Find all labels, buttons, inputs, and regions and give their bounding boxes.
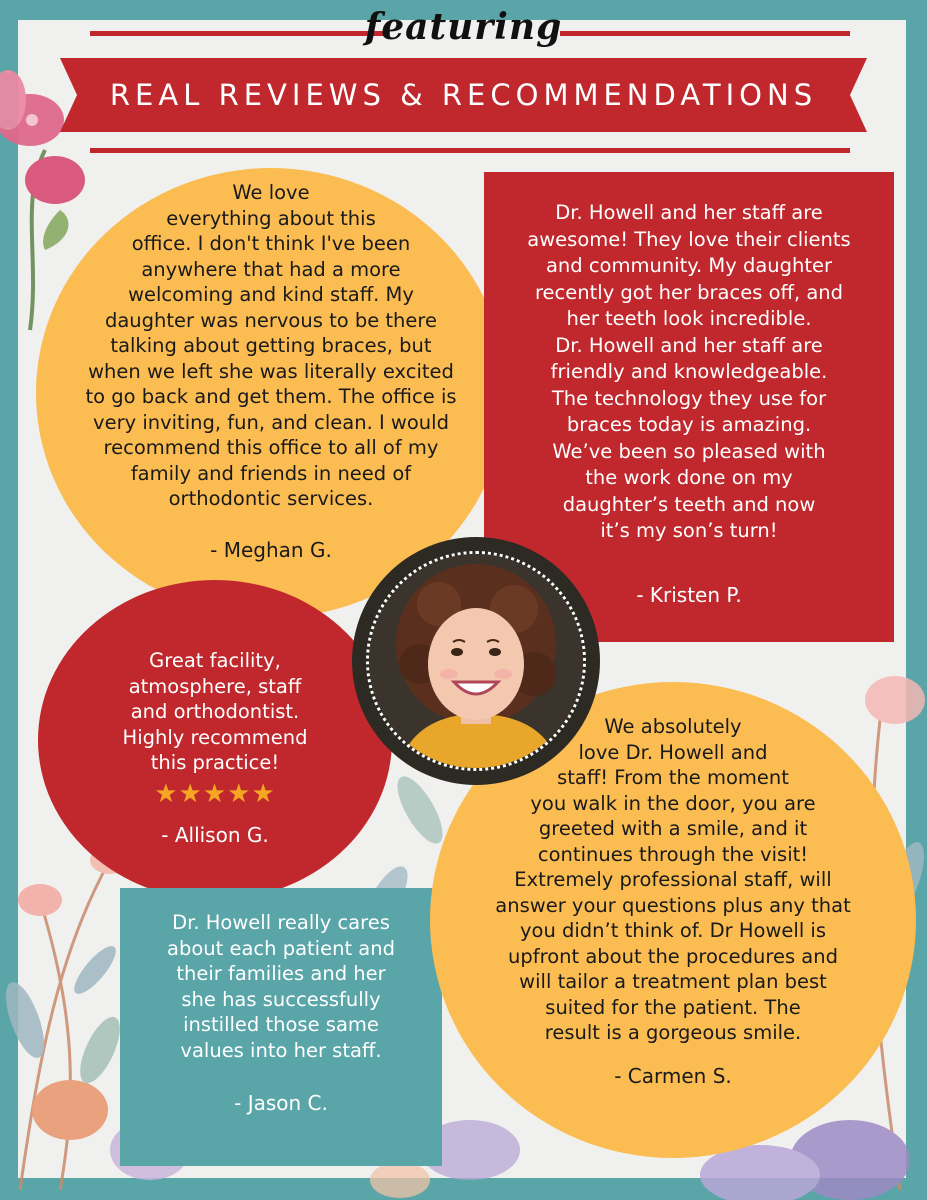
- review-line: love Dr. Howell and: [578, 740, 768, 764]
- review-card-allison: [38, 580, 392, 900]
- review-line: family and friends in need of: [130, 461, 412, 485]
- review-line: you walk in the door, you are: [530, 791, 816, 815]
- review-author: - Allison G.: [161, 822, 269, 847]
- review-line: orthodontic services.: [168, 487, 374, 510]
- review-line: recently got her braces off, and: [534, 280, 844, 304]
- review-line: atmosphere, staff: [128, 674, 302, 698]
- portrait-illustration: [369, 554, 583, 768]
- review-line: the work done on my: [585, 466, 793, 489]
- review-line: will tailor a treatment plan best: [519, 970, 827, 993]
- review-line: daughter’s teeth and now: [562, 492, 816, 516]
- review-author: - Kristen P.: [636, 582, 742, 607]
- review-line: answer your questions plus any that: [495, 893, 851, 917]
- review-line: Dr. Howell really cares: [172, 911, 390, 934]
- review-line: The technology they use for: [551, 386, 827, 410]
- review-line: their families and her: [176, 962, 386, 985]
- review-line: braces today is amazing.: [566, 413, 812, 436]
- review-line: she has successfully: [181, 987, 381, 1011]
- review-line: her teeth look incredible.: [566, 307, 812, 330]
- review-text: [36, 180, 506, 512]
- review-line: when we left she was literally excited: [88, 359, 454, 383]
- review-line: daughter was nervous to be there: [104, 308, 438, 332]
- review-line: about each patient and: [167, 936, 395, 960]
- review-line: result is a gorgeous smile.: [544, 1021, 802, 1044]
- review-line: office. I don't think I've been: [131, 232, 411, 255]
- review-line: greeted with a smile, and it: [538, 817, 808, 840]
- review-line: staff! From the moment: [557, 766, 789, 789]
- doctor-portrait-photo: [352, 537, 600, 785]
- review-line: Dr. Howell and her staff are: [555, 333, 823, 357]
- review-line: Dr. Howell and her staff are: [555, 201, 823, 224]
- review-line: recommend this office to all of my: [103, 436, 439, 459]
- five-star-rating: ★★★★★: [154, 777, 276, 808]
- review-line: Great facility,: [149, 649, 281, 672]
- review-line: continues through the visit!: [537, 842, 809, 866]
- review-line: instilled those same: [183, 1013, 379, 1036]
- review-line: and community. My daughter: [545, 254, 833, 277]
- review-line: suited for the patient. The: [545, 995, 801, 1019]
- header-rule-bottom: [90, 148, 850, 153]
- review-line: Highly recommend: [122, 725, 308, 749]
- featuring-script-title: featuring: [364, 6, 563, 48]
- review-text: [38, 648, 392, 776]
- page-title: REAL REVIEWS & RECOMMENDATIONS: [109, 78, 818, 112]
- review-line: friendly and knowledgeable.: [550, 360, 828, 383]
- review-line: awesome! They love their clients: [527, 227, 851, 251]
- review-author: - Carmen S.: [614, 1063, 732, 1088]
- review-author: - Meghan G.: [210, 537, 332, 562]
- review-line: Extremely professional staff, will: [514, 868, 832, 891]
- review-line: values into her staff.: [180, 1038, 382, 1062]
- review-line: and orthodontist.: [130, 700, 300, 723]
- review-line: this practice!: [150, 751, 280, 774]
- review-line: you didn’t think of. Dr Howell is: [519, 919, 827, 942]
- review-line: welcoming and kind staff. My: [128, 283, 414, 306]
- review-line: it’s my son’s turn!: [600, 519, 778, 542]
- review-line: very inviting, fun, and clean. I would: [93, 410, 449, 434]
- review-card-jason: [120, 888, 442, 1166]
- review-line: to go back and get them. The office is: [85, 385, 457, 408]
- review-line: upfront about the procedures and: [508, 944, 838, 968]
- review-line: anywhere that had a more: [141, 257, 401, 281]
- review-line: We’ve been so pleased with: [552, 439, 826, 463]
- review-text: [484, 200, 894, 545]
- review-line: We love: [232, 181, 310, 204]
- review-text: [120, 910, 442, 1063]
- review-line: talking about getting braces, but: [110, 334, 432, 357]
- review-line: We absolutely: [604, 715, 742, 738]
- review-author: - Jason C.: [234, 1091, 328, 1115]
- portrait-frame: [366, 551, 586, 771]
- review-line: everything about this: [166, 206, 376, 230]
